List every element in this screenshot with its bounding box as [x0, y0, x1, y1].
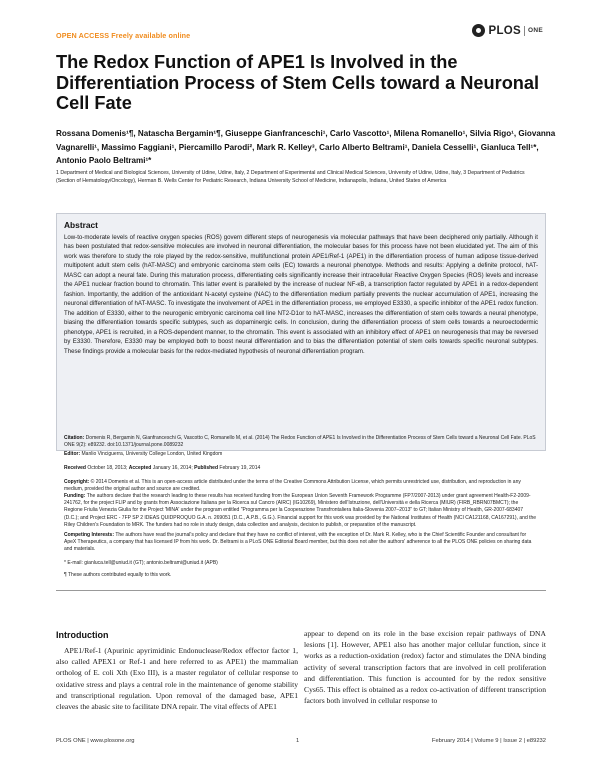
funding-label: Funding: [64, 493, 86, 499]
accepted-date: January 16, 2014; [152, 465, 193, 471]
equal-contribution-note: ¶ These authors contributed equally to this work. [64, 572, 172, 578]
introduction-heading: Introduction [56, 630, 109, 640]
funding-statement [64, 493, 538, 529]
competing-interests [64, 532, 538, 554]
copyright-text: © 2014 Domenis et al. This is an open-access article distributed under the terms of the Creative Commons Attribution License, which permits unrestricted use, distribution, and reproduction in any medium, provided the original author and source are credited. [64, 479, 521, 493]
section-divider [56, 590, 546, 591]
correspondence-email: * E-mail: gianluca.tell@uniud.it (GT); antonio.beltrami@uniud.it (APB) [64, 560, 218, 566]
citation-text: Domenis R, Bergamin N, Gianfranceschi G, Vascotto C, Romanello M, et al. (2014) The Redox Function of APE1 Is Involved in the Differentiation Process of Stem Cells toward a Neuronal Cell Fate. PLoS ONE 9(2): e89232. doi:10.1371/journal.pone.0089232 [64, 435, 536, 449]
copyright-line [64, 479, 538, 493]
citation [64, 435, 538, 449]
introduction-right-column: appear to depend on its role in the base excision repair pathways of DNA lesions [1]. However, APE1 also has another major cellular function, since it works as a reduction-oxidation (redox) factor and stimulates the DNA binding activity of several transcription factors that are involved in cell proliferation and differentiation. This function is accounted for by the redox sensitive Cys65. This effect is obtained as a redox co-activation of different transcription factors both involved in cellular response to [304, 629, 546, 706]
open-access-banner [56, 31, 190, 40]
accepted-label: Accepted [128, 465, 152, 471]
plos-one-logo [472, 24, 543, 37]
abstract-text: Low-to-moderate levels of reactive oxygen species (ROS) govern different steps of neurogenesis via molecular pathways that have been deciphered only partially. Although it has been postulated that redox-sensitive molecules are involved in neuronal differentiation, the molecular bases for this process have not been elucidated yet. The aim of this work was therefore to study the role played by the redox-sensitive, multifunctional protein APE1/Ref-1 (APE1) in the differentiation process of human adipose tissue-derived multipotent adult stem cells (hAT-MASC) and embryonic carcinoma stem cells (EC) towards a neuronal phenotype. Methods and results: Applying a definite protocol, hAT-MASC can adopt a neural fate. During this maturation process, differentiating cells significantly increase their intracellular Reactive Oxygen Species (ROS) levels and increase the APE1 nuclear fraction bound to chromatin. This latter event is paralleled by the increase of nuclear NF-κB, a transcription factor regulated by APE1 in a redox-dependent fashion. Importantly, the addition of the antioxidant N-acetyl cysteine (NAC) to the differentiation medium partially prevents the nuclear accumulation of APE1, increasing the neuronal differentiation of hAT-MASC. To investigate the involvement of APE1 in the differentiation process, we employed E3330, a specific inhibitor of the APE1 redox function. The addition of E3330, either to the neurogenic embryonic carcinoma cell line NT2-D1or to hAT-MASC, increases the differentiation of stem cells towards a neural phenotype, biasing the differentiation towards specific subtypes, such as dopaminergic cells. In conclusion, during the differentiation process of stem cells towards a neuroectodermic phenotype, APE1 is recruited, in a ROS-dependent manner, to the chromatin. This event is associated with an inhibitory effect of APE1 on neurogenesis that may be reversed by E3330. Therefore, E3330 may be employed both to boost neural differentiation and to bias the differentiation potential of stem cells towards specific neuronal subtypes. These findings provide a molecular basis for the redox-mediated hypothesis of neuronal differentiation program. [64, 234, 538, 355]
competing-text: The authors have read the journal's policy and declare that they have no conflict of interest, with the exception of Dr. Mark R. Kelley, who is the Chief Scientific Founder and consultant for ApeX Therapeutics, a company that has licensed IP from his work. Dr. Beltrami is a PLoS ONE Editorial Board member, but this does not alter the authors' adherence to all the PLOS ONE policies on sharing data and materials. [64, 532, 532, 553]
editor-label: Editor: [64, 451, 81, 457]
citation-label: Citation: [64, 435, 85, 441]
published-label: Published [194, 465, 219, 471]
footer-page-number: 1 [296, 738, 300, 744]
footer-journal: PLOS ONE | www.plosone.org [56, 738, 135, 744]
plos-wordmark: PLOS [488, 24, 521, 37]
received-date: October 18, 2013; [87, 465, 128, 471]
plos-dot-icon [472, 24, 485, 37]
footer-issue: February 2014 | Volume 9 | Issue 2 | e89232 [431, 738, 546, 744]
open-access-label: OPEN ACCESS Freely available online [56, 31, 191, 40]
competing-label: Competing Interests: [64, 532, 115, 538]
funding-text: The authors declare that the research leading to these results has received funding from the European Union Seventh Framework Programme (FP7/2007-2013) under grant agreement Health-F2-2009-241762, for the project FLIP and by grants from Associazione Italiana per la Ricerca sul Cancro (AIRC) (IG10269), Ministero dell'Istruzione, dell'Università e della Ricerca (MIUR) (FIRB_RBRN07BMCT); the Regione Friulia Venezia Giulia for the Project 'MINA' under the program entitled "Programma per la Cooperazione Transfrontaliera Italia-Slovenia 2007–2013" to GT; Italian Ministry of Health, GR-2007-683407 (D.C.); and Project ERC - 7FP SP 2 IDEAS QUIDPROQUO G.A. n. 269051 (D.C., A.P.B., G.G.). Financial support for this work was provided by the National Institutes of Health (NCI CA121168, CA167291), and the Riley Children's Foundation to MRK. The funders had no role in study design, data collection and analysis, decision to publish, or preparation of the manuscript. [64, 493, 537, 528]
author-list: Rossana Domenis¹¶, Natascha Bergamin¹¶, Giuseppe Gianfranceschi¹, Carlo Vascotto¹, Milena Romanello¹, Silvia Rigo¹, Giovanna Vagnarelli¹, Massimo Faggiani¹, Piercamillo Parodi², Mark R. Kelley³, Carlo Alberto Beltrami¹, Daniela Cesselli¹, Gianluca Tell¹*, Antonio Paolo Beltrami¹* [56, 129, 556, 165]
logo-divider [524, 26, 525, 36]
copyright-label: Copyright: [64, 479, 90, 485]
editor-line [64, 451, 538, 458]
published-date: February 19, 2014 [219, 465, 261, 471]
affiliations: 1 Department of Medical and Biological Sciences, University of Udine, Udine, Italy, 2 Department of Experimental and Clinical Medical Sciences, University of Udine, Udine, Italy, 3 Department of Pediatrics (Section of Hematology/Oncology), Herman B. Wells Center for Pediatric Research, Indiana University School of Medicine, Indianapolis, Indiana, United States of America [56, 170, 525, 184]
editor-text: Manlio Vinciguerra, University College London, United Kingdom [81, 451, 223, 457]
dates-line [64, 465, 538, 472]
abstract-heading: Abstract [64, 220, 98, 230]
plos-journal-name: ONE [528, 27, 543, 34]
received-label: Received [64, 465, 86, 471]
article-title: The Redox Function of APE1 Is Involved in the Differentiation Process of Stem Cells toward a Neuronal Cell Fate [56, 52, 540, 113]
introduction-left-column: APE1/Ref-1 (Apurinic apyrimidinic Endonuclease/Redox effector factor 1, also called APEX1 or Ref-1 and here referred to as APE1) the mammalian ortholog of E. coli Xth (Exo III), is a master regulator of cellular response to oxidative stress and plays a central role in the maintenance of genome stability and transcriptional regulation. Upon removal of the damaged base, APE1 cleaves the abasic site to facilitate DNA repair. The vital effects of APE1 [56, 646, 298, 712]
